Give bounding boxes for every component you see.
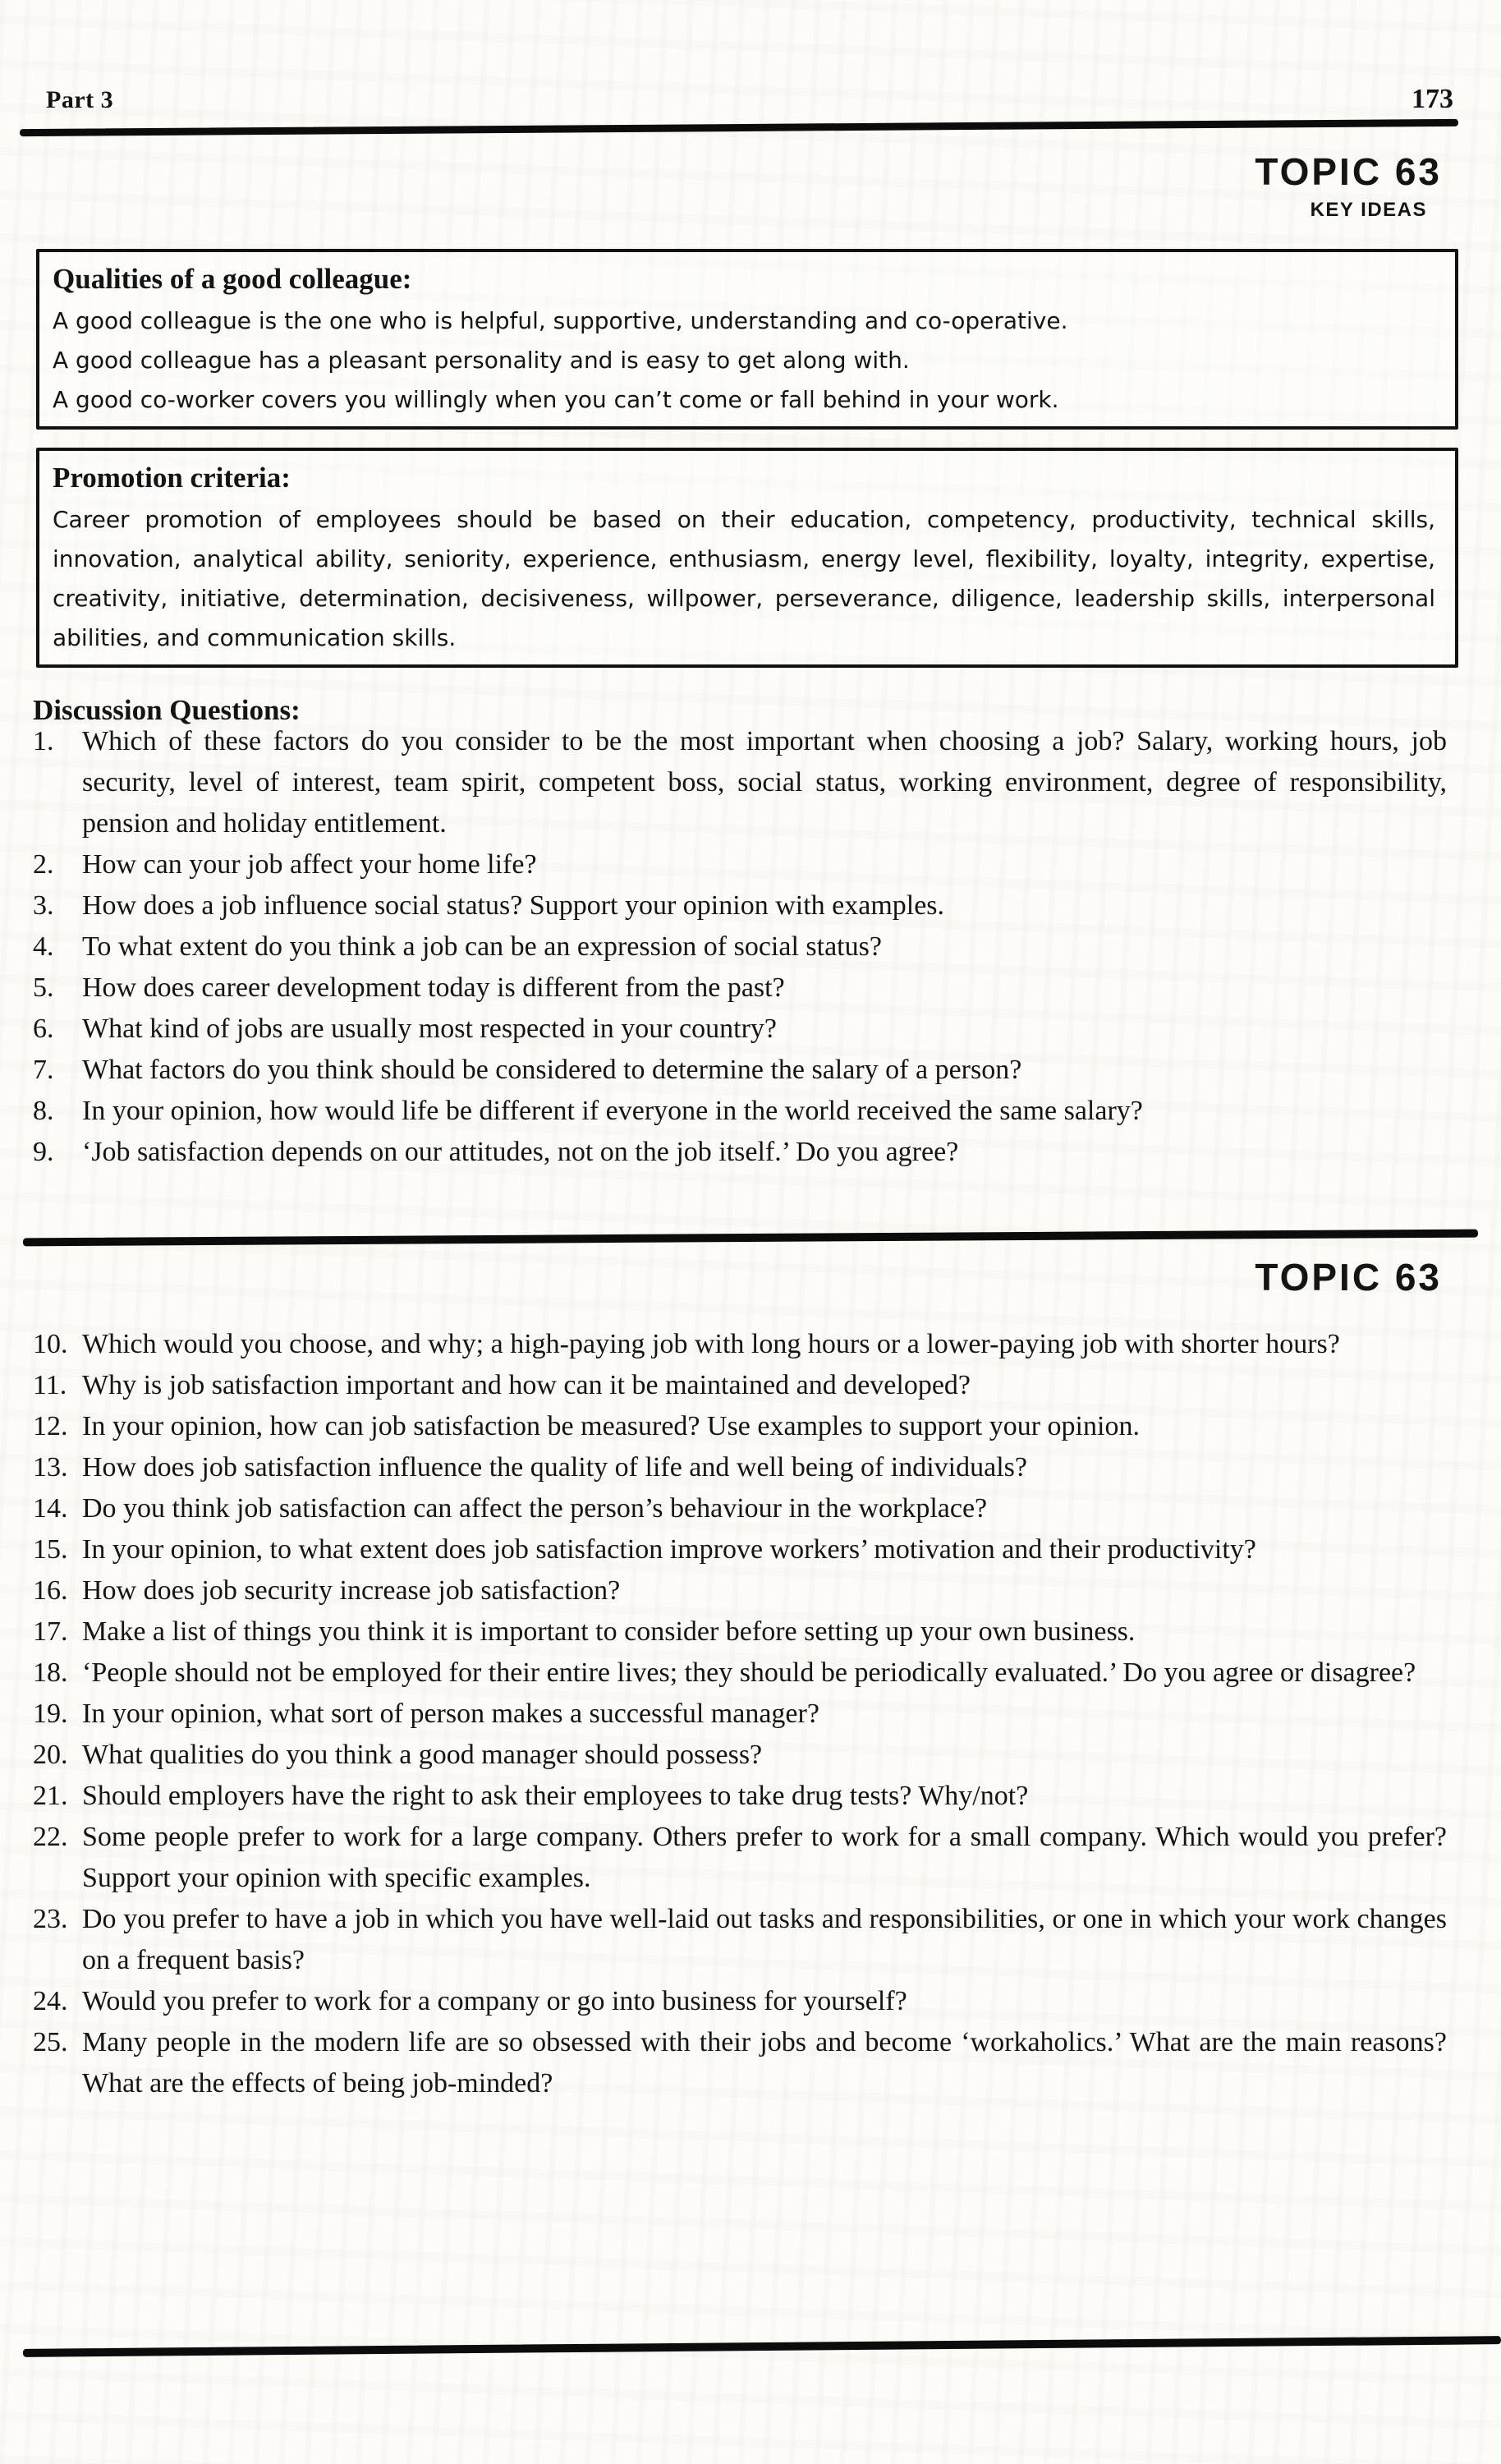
keybox-line: A good co-worker covers you willingly when you can’t come or fall behind in your work. (53, 386, 1059, 413)
question-item (33, 1817, 1447, 1899)
question-item (33, 2022, 1447, 2104)
question-text: What factors do you think should be considered to determine the salary of a person? (82, 1055, 1022, 1085)
question-number: 12. (33, 1411, 68, 1441)
question-number: 19. (33, 1699, 68, 1729)
question-item (33, 844, 1447, 885)
question-text: Some people prefer to work for a large company. Others prefer to work for a small company. Which would you prefer? Support your opinion with specific examples. (82, 1822, 1447, 1893)
discussion-questions-heading: Discussion Questions: (33, 694, 301, 726)
question-item (33, 1776, 1447, 1817)
topic-subtitle: KEY IDEAS (1310, 199, 1427, 221)
question-number: 22. (33, 1822, 68, 1852)
question-item (33, 1324, 1447, 1365)
part-label: Part 3 (46, 86, 114, 113)
question-item (33, 1981, 1447, 2022)
question-number: 17. (33, 1616, 68, 1647)
topic-title-repeat: TOPIC 63 (1255, 1256, 1442, 1299)
question-text: ‘People should not be employed for their entire lives; they should be periodically evaluated.’ Do you agree or disagree? (82, 1657, 1416, 1688)
header-rule (20, 119, 1458, 136)
question-text: Why is job satisfaction important and how can it be maintained and developed? (82, 1370, 971, 1400)
question-text: What kind of jobs are usually most respected in your country? (82, 1014, 777, 1044)
question-text: Do you prefer to have a job in which you have well-laid out tasks and responsibilities, or one in which your work changes on a frequent basis? (82, 1904, 1447, 1975)
page-number: 173 (1411, 84, 1453, 114)
question-number: 2. (33, 849, 54, 880)
question-item (33, 721, 1447, 844)
question-text: Do you think job satisfaction can affect the person’s behaviour in the workplace? (82, 1493, 988, 1524)
keybox-line: A good colleague has a pleasant personality and is easy to get along with. (53, 347, 910, 374)
promotion-keybox (36, 448, 1458, 668)
question-item (33, 1447, 1447, 1488)
question-text: Would you prefer to work for a company or go into business for yourself? (82, 1986, 907, 2016)
question-item (33, 1132, 1447, 1173)
question-number: 3. (33, 890, 54, 921)
question-item (33, 1488, 1447, 1529)
question-item (33, 1050, 1447, 1091)
question-item (33, 1009, 1447, 1050)
question-number: 18. (33, 1657, 68, 1688)
question-number: 15. (33, 1534, 68, 1565)
qualities-keybox-lines (53, 301, 1435, 420)
question-item (33, 1365, 1447, 1406)
question-text: What qualities do you think a good manager should possess? (82, 1740, 763, 1770)
question-number: 24. (33, 1986, 68, 2016)
question-text: Which would you choose, and why; a high-paying job with long hours or a lower-paying job with shorter hours? (82, 1329, 1340, 1359)
question-item (33, 1406, 1447, 1447)
topic-header-block-2 (1255, 1255, 1442, 1299)
question-number: 14. (33, 1493, 68, 1524)
qualities-keybox-title: Qualities of a good colleague: (53, 263, 412, 295)
question-number: 7. (33, 1055, 54, 1085)
question-number: 16. (33, 1575, 68, 1606)
keybox-line: A good colleague is the one who is helpful, supportive, understanding and co-operative. (53, 307, 1068, 334)
question-item (33, 1653, 1447, 1694)
question-number: 8. (33, 1096, 54, 1126)
question-number: 1. (33, 726, 54, 756)
question-text: How does a job influence social status? Support your opinion with examples. (82, 890, 945, 921)
question-item (33, 1694, 1447, 1735)
question-item (33, 968, 1447, 1009)
question-number: 9. (33, 1137, 54, 1167)
qualities-keybox (36, 249, 1458, 430)
question-text: Should employers have the right to ask their employees to take drug tests? Why/not? (82, 1781, 1029, 1811)
question-number: 5. (33, 972, 54, 1003)
question-item (33, 885, 1447, 926)
question-number: 6. (33, 1014, 54, 1044)
question-item (33, 1735, 1447, 1776)
question-text: In your opinion, how can job satisfaction be measured? Use examples to support your opinion. (82, 1411, 1140, 1441)
question-text: How does job security increase job satisfaction? (82, 1575, 621, 1606)
promotion-keybox-title: Promotion criteria: (53, 462, 291, 494)
topic-title: TOPIC 63 (1255, 150, 1442, 193)
question-text: Which of these factors do you consider to be the most important when choosing a job? Salary, working hours, job security, level of interest, team spirit, competent boss, social status, working environment, degree of responsibility, pension and holiday entitlement. (82, 726, 1447, 839)
question-number: 25. (33, 2027, 68, 2057)
question-text: Make a list of things you think it is important to consider before setting up your own business. (82, 1616, 1136, 1647)
question-number: 21. (33, 1781, 68, 1811)
question-number: 11. (33, 1370, 67, 1400)
section-divider-rule (23, 1230, 1478, 1247)
question-item (33, 1570, 1447, 1611)
question-text: In your opinion, what sort of person makes a successful manager? (82, 1699, 819, 1729)
question-text: In your opinion, to what extent does job satisfaction improve workers’ motivation and their productivity? (82, 1534, 1256, 1565)
question-text: ‘Job satisfaction depends on our attitudes, not on the job itself.’ Do you agree? (82, 1137, 959, 1167)
page-header (46, 84, 1453, 115)
question-text: How does job satisfaction influence the quality of life and well being of individuals? (82, 1452, 1027, 1483)
question-number: 23. (33, 1904, 68, 1934)
question-number: 20. (33, 1740, 68, 1770)
promotion-keybox-body: Career promotion of employees should be based on their education, competency, productivity, technical skills, innovation, analytical ability, seniority, experience, enthusiasm, energy level, flexibility, loyalty, integrity, expertise, creativity, initiative, determination, decisiveness, willpower, perseverance, diligence, leadership skills, interpersonal abilities, and communication skills. (53, 506, 1435, 651)
page-bottom-rule (23, 2336, 1501, 2357)
question-list-1-9 (33, 721, 1447, 1173)
question-text: To what extent do you think a job can be an expression of social status? (82, 931, 882, 962)
question-text: How can your job affect your home life? (82, 849, 537, 880)
question-item (33, 1899, 1447, 1981)
question-text: Many people in the modern life are so obsessed with their jobs and become ‘workaholics.’ What are the main reasons? What are the effects of being job-minded? (82, 2027, 1447, 2099)
question-item (33, 1091, 1447, 1132)
question-number: 10. (33, 1329, 68, 1359)
question-item (33, 1529, 1447, 1570)
topic-header-block (1255, 149, 1442, 222)
question-text: In your opinion, how would life be different if everyone in the world received the same salary? (82, 1096, 1143, 1126)
question-list-10-25 (33, 1324, 1447, 2104)
question-number: 4. (33, 931, 54, 962)
question-item (33, 926, 1447, 968)
question-number: 13. (33, 1452, 68, 1483)
question-item (33, 1611, 1447, 1653)
question-text: How does career development today is different from the past? (82, 972, 785, 1003)
